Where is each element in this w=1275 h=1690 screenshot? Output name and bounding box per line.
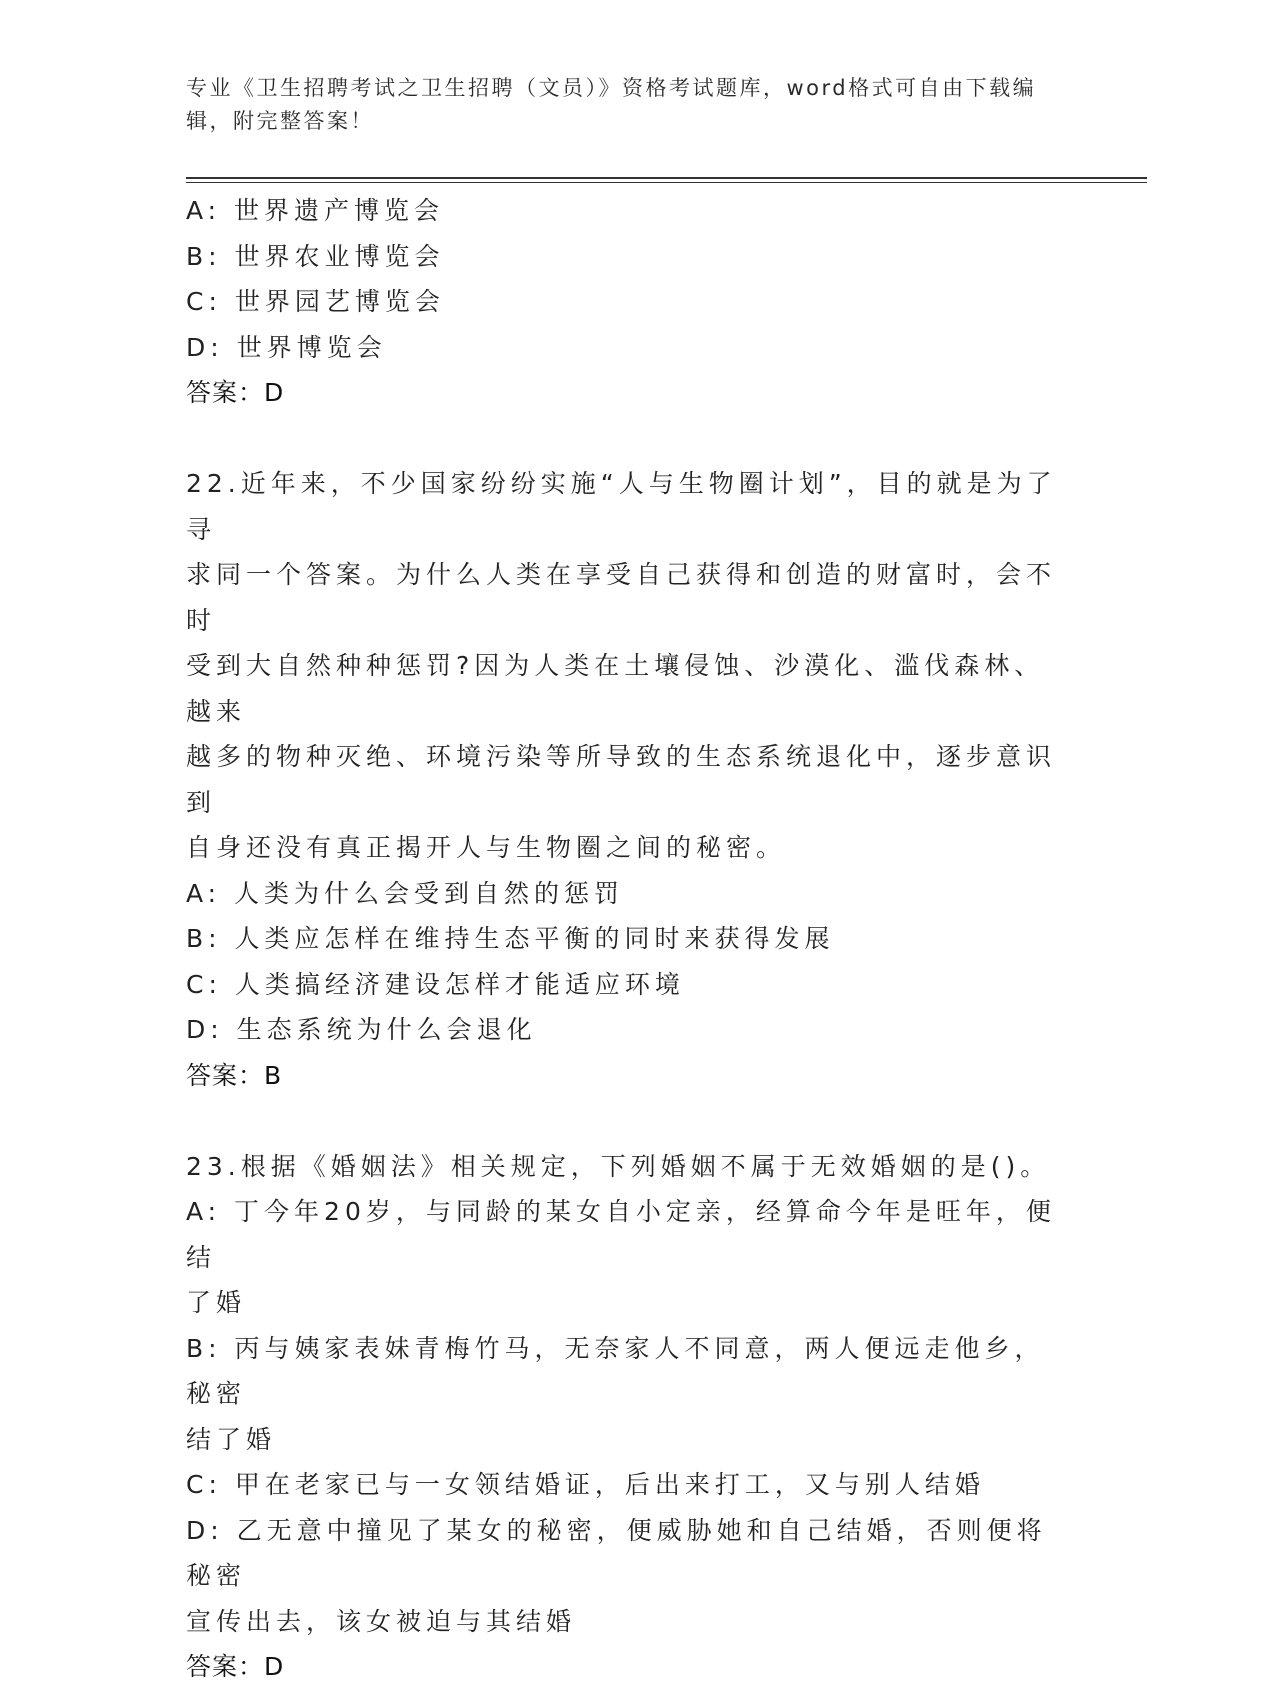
question-block-21 (186, 188, 1066, 416)
option-d: D: 世界博览会 (186, 332, 387, 362)
option-d: D: 生态系统为什么会退化 (186, 1015, 537, 1044)
question-text-line: 越多的物种灭绝、环境污染等所导致的生态系统退化中，逐步意识到 (186, 742, 1057, 817)
spacer (186, 1098, 1066, 1144)
spacer (186, 416, 1066, 462)
document-header: 专业《卫生招聘考试之卫生招聘（文员）》资格考试题库，word格式可自由下载编辑，附完整答案！ (186, 76, 1037, 133)
option-c: C: 人类搞经济建设怎样才能适应环境 (186, 969, 685, 999)
option-a-line: 了婚 (186, 1288, 247, 1317)
answer-line: 答案：B (186, 1060, 283, 1090)
option-c-line: C: 甲在老家已与一女领结婚证，后出来打工，又与别人结婚 (186, 1470, 985, 1499)
question-text-line: 受到大自然种种惩罚?因为人类在土壤侵蚀、沙漠化、滥伐森林、越来 (186, 651, 1045, 726)
question-block-22 (186, 461, 1066, 1098)
option-a: A: 人类为什么会受到自然的惩罚 (186, 878, 625, 908)
option-b-line: 结了婚 (186, 1424, 277, 1454)
option-d-line: D: 乙无意中撞见了某女的秘密，便威胁她和自己结婚，否则便将秘密 (186, 1515, 1047, 1590)
option-b: B: 世界农业博览会 (186, 241, 445, 271)
header-divider-thick (186, 177, 1147, 179)
question-text-line: 自身还没有真正揭开人与生物圈之间的秘密。 (186, 833, 787, 862)
option-b: B: 人类应怎样在维持生态平衡的同时来获得发展 (186, 924, 835, 953)
option-d-line: 宣传出去，该女被迫与其结婚 (186, 1606, 577, 1636)
question-block-23 (186, 1144, 1066, 1690)
option-a-line: A: 丁今年20岁，与同龄的某女自小定亲，经算命今年是旺年，便结 (186, 1197, 1056, 1272)
option-b-line: B: 丙与姨家表妹青梅竹马，无奈家人不同意，两人便远走他乡，秘密 (186, 1333, 1045, 1408)
document-body (186, 188, 1066, 1690)
question-text-line: 求同一个答案。为什么人类在享受自己获得和创造的财富时，会不时 (186, 560, 1057, 635)
answer-line: 答案：D (186, 378, 285, 407)
answer-line: 答案：D (186, 1652, 285, 1681)
question-text-line: 23.根据《婚姻法》相关规定，下列婚姻不属于无效婚姻的是()。 (186, 1151, 1051, 1181)
question-text-line: 22.近年来，不少国家纷纷实施“人与生物圈计划”，目的就是为了寻 (186, 469, 1057, 544)
header-divider-thin (186, 182, 1147, 183)
option-a: A: 世界遗产博览会 (186, 196, 445, 225)
option-c: C: 世界园艺博览会 (186, 287, 445, 316)
